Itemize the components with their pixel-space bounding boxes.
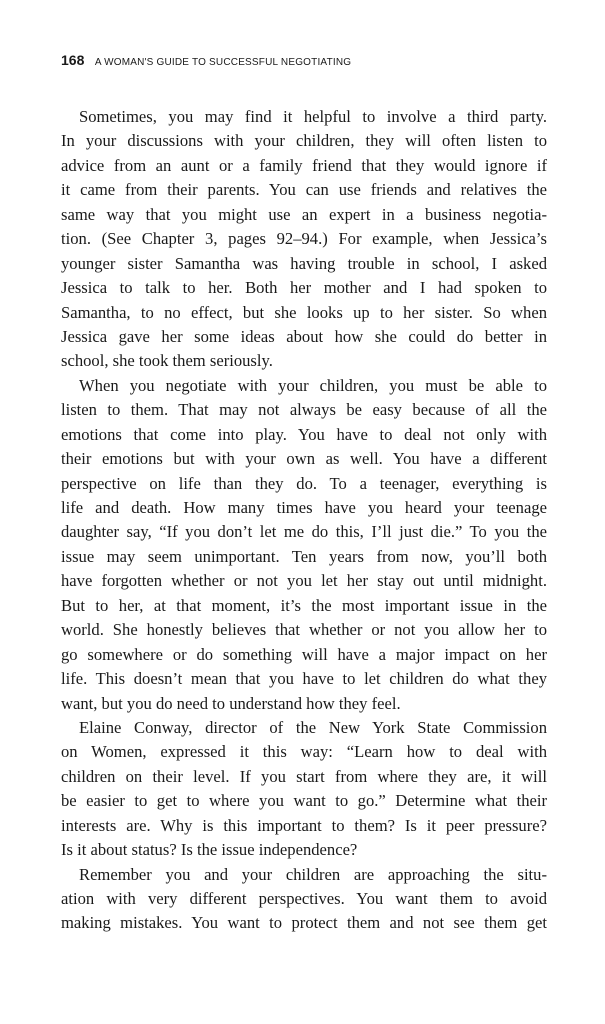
- paragraph-perspectives: [61, 863, 547, 936]
- text-line: issue may seem unimportant. Ten years from now, you’ll both: [61, 546, 547, 566]
- text-line: ation with very different perspectives. You want them to avoid: [61, 889, 547, 908]
- paragraph-third-party: [61, 105, 547, 374]
- page-number: 168: [61, 52, 85, 68]
- text-line: perspective on life than they do. To a teenager, everything is: [61, 473, 547, 493]
- text-line: Remember you and your children are approaching the situ-: [79, 864, 547, 884]
- text-line: life. This doesn’t mean that you have to let children do what they: [61, 669, 547, 689]
- book-title: A WOMAN'S GUIDE TO SUCCESSFUL NEGOTIATING: [94, 57, 352, 68]
- running-head: [61, 52, 351, 70]
- text-line: Samantha, to no effect, but she looks up to her sister. So when: [61, 302, 547, 322]
- text-line: children on their level. If you start from where they are, it will: [61, 766, 547, 786]
- text-line: Jessica to talk to her. Both her mother and I had spoken to: [61, 278, 547, 298]
- text-line: listen to them. That may not always be easy because of all the: [61, 400, 547, 420]
- text-line: life and death. How many times have you heard your teenage: [61, 498, 547, 517]
- text-line: In your discussions with your children, they will often listen to: [61, 131, 547, 151]
- text-line: Is it about status? Is the issue independence?: [61, 840, 358, 860]
- text-line: on Women, expressed it this way: “Learn how to deal with: [61, 742, 547, 762]
- text-line: go somewhere or do something will have a major impact on her: [61, 644, 547, 664]
- text-line: Jessica gave her some ideas about how she could do better in: [61, 326, 547, 346]
- text-line: want, but you do need to understand how they feel.: [61, 693, 401, 713]
- text-line: advice from an aunt or a family friend that they would ignore if: [61, 155, 547, 175]
- text-line: younger sister Samantha was having trouble in school, I asked: [61, 253, 547, 273]
- paragraph-listen: [61, 374, 547, 716]
- text-line: But to her, at that moment, it’s the most important issue in the: [61, 595, 547, 615]
- text-line: making mistakes. You want to protect them and not see them get: [61, 913, 547, 933]
- text-line: it came from their parents. You can use friends and relatives the: [61, 180, 547, 200]
- text-line: Sometimes, you may find it helpful to involve a third party.: [79, 107, 547, 126]
- paragraph-elaine-conway: [61, 716, 547, 863]
- text-line: world. She honestly believes that whether or not you allow her to: [61, 620, 547, 640]
- text-line: daughter say, “If you don’t let me do this, I’ll just die.” To you the: [61, 522, 547, 542]
- text-line: be easier to get to where you want to go.” Determine what their: [61, 791, 547, 811]
- text-line: When you negotiate with your children, you must be able to: [79, 375, 547, 395]
- text-line: emotions that come into play. You have to deal not only with: [61, 424, 547, 444]
- text-line: school, she took them seriously.: [61, 351, 273, 371]
- text-line: their emotions but with your own as well. You have a different: [61, 449, 547, 469]
- text-line: same way that you might use an expert in a business negotia-: [61, 204, 547, 224]
- text-line: Elaine Conway, director of the New York State Commission: [79, 717, 547, 737]
- body-text: [61, 105, 547, 936]
- text-line: have forgotten whether or not you let her stay out until midnight.: [61, 571, 547, 591]
- text-line: interests are. Why is this important to them? Is it peer pressure?: [61, 815, 547, 835]
- text-line: tion. (See Chapter 3, pages 92–94.) For example, when Jessica’s: [61, 229, 547, 249]
